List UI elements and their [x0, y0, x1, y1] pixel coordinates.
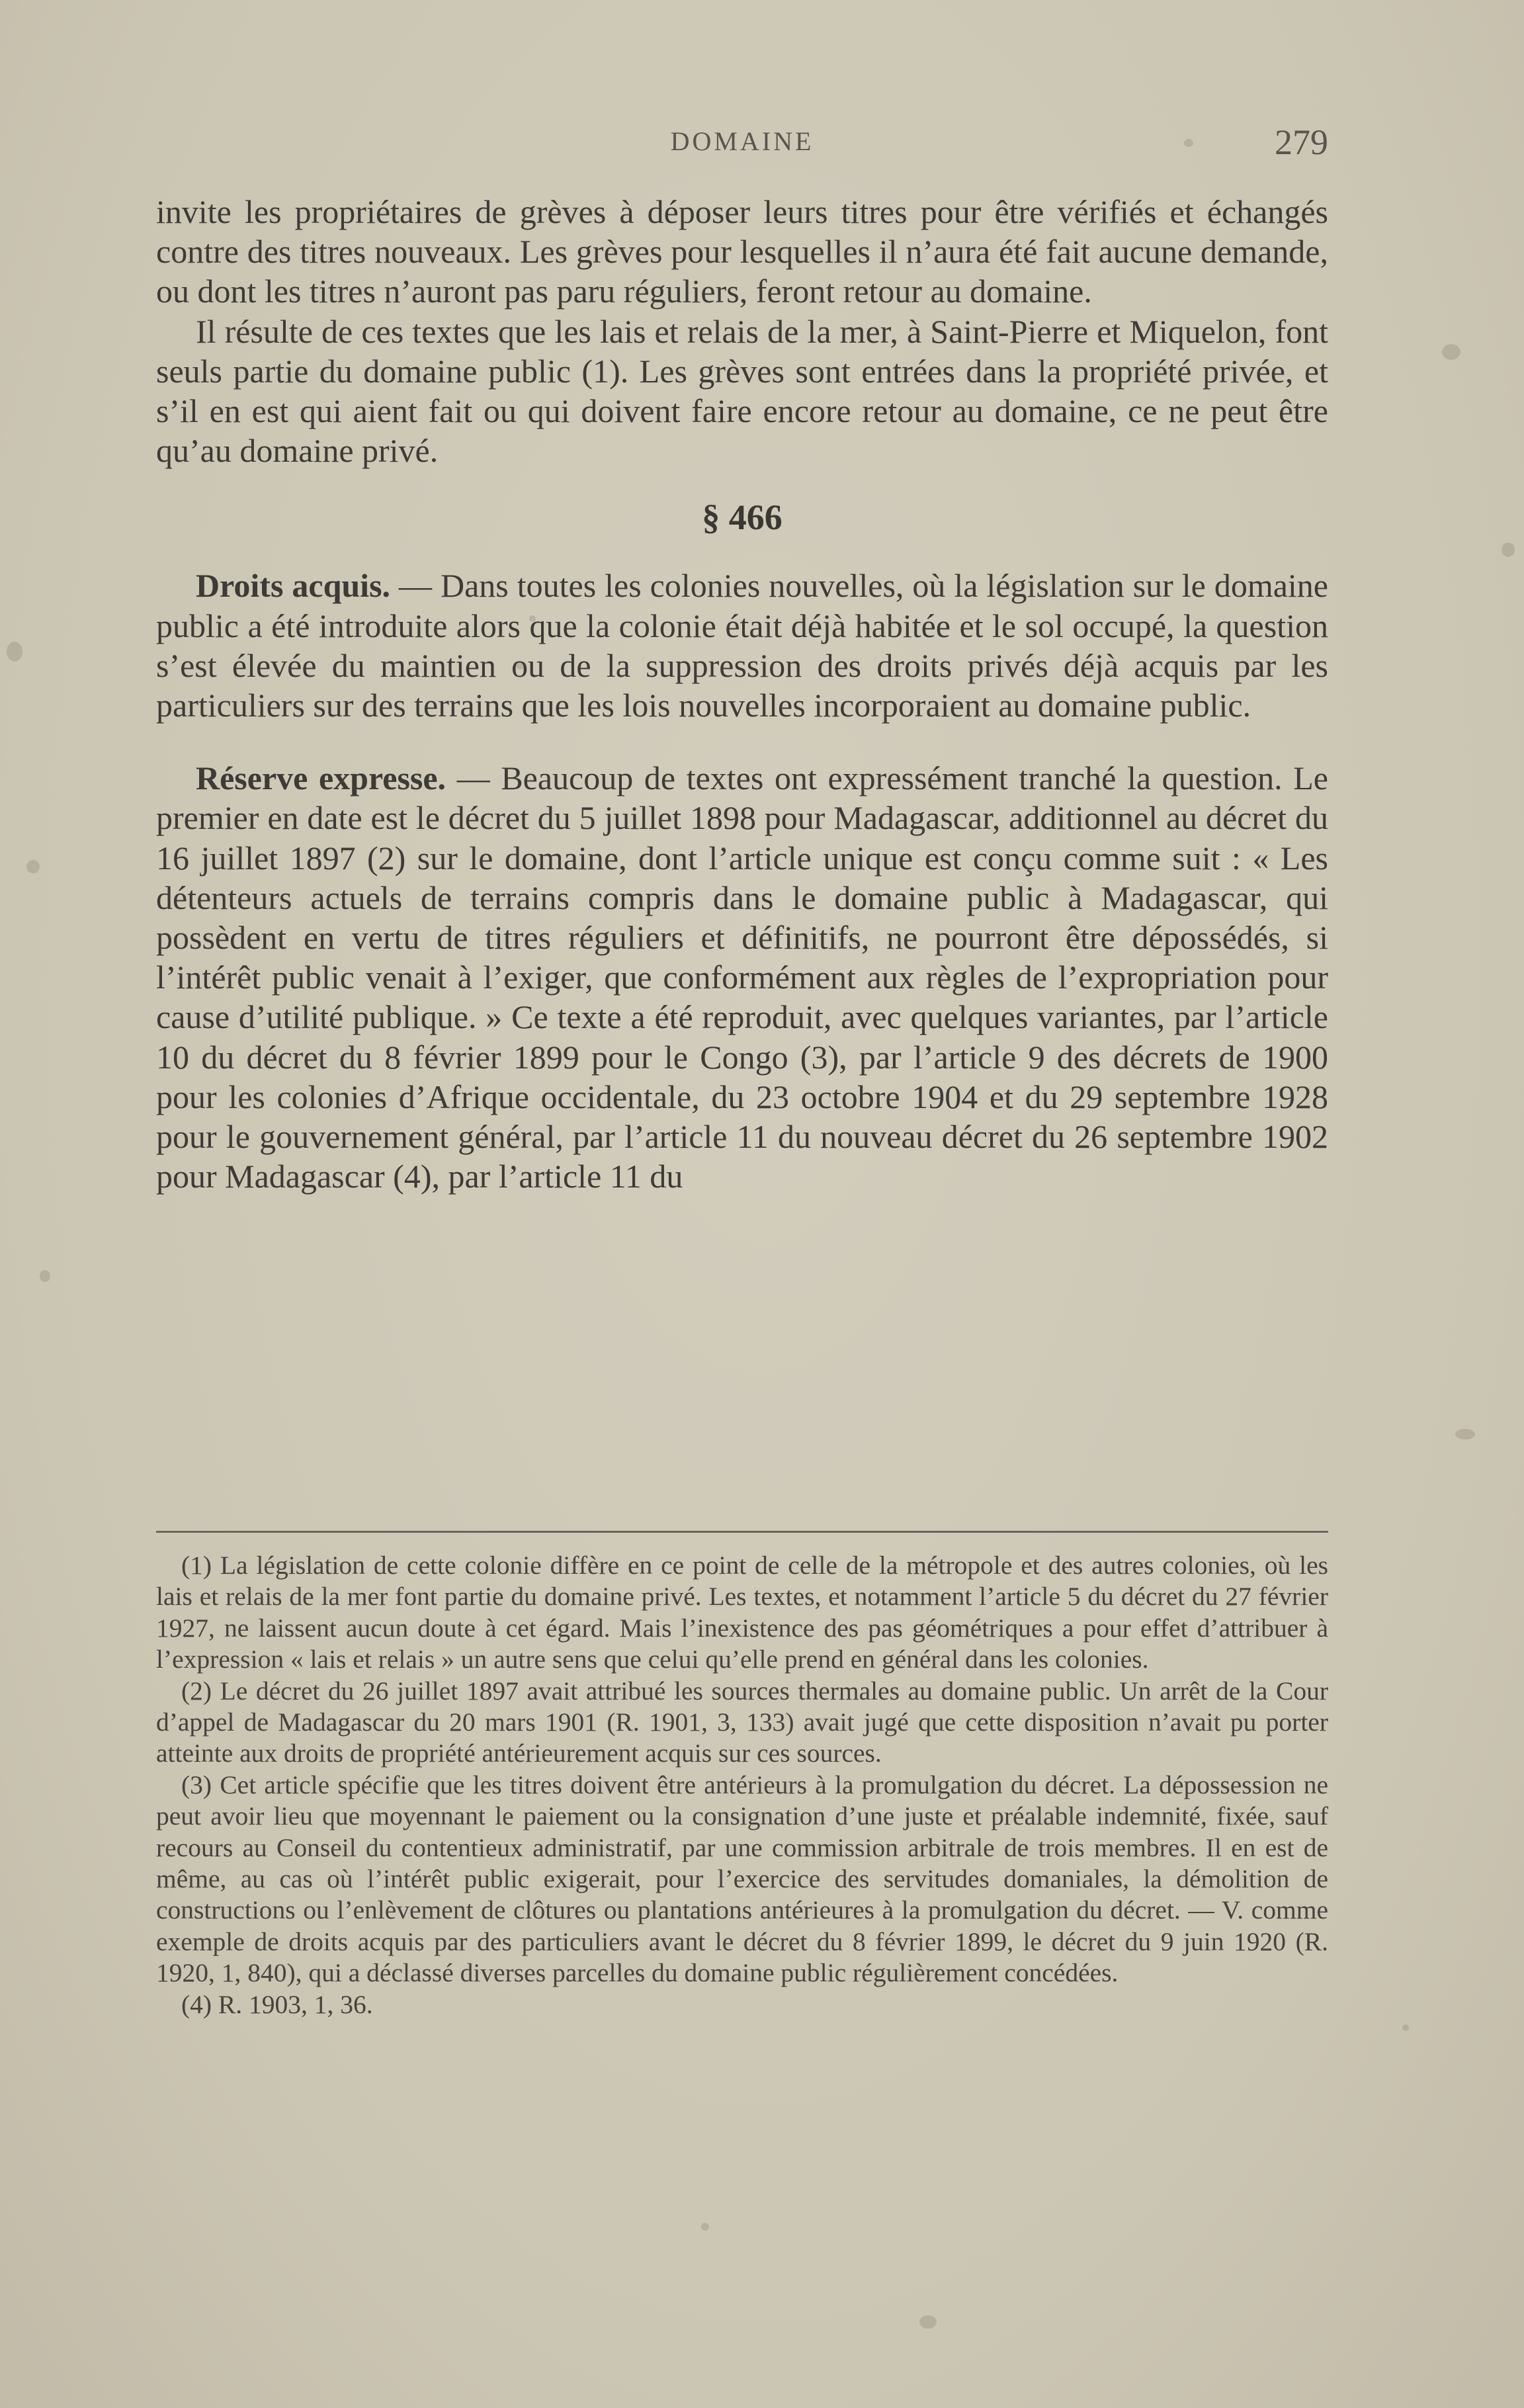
- footnote-1: (1) La législation de cette colonie diffère en ce point de celle de la métropole et des autres colonies, où les lais et relais de la mer font partie du domaine privé. Les textes, et notamment l’article 5 du décret du 27 février 1927, ne laissent aucun doute à cet égard. Mais l’inexistence des pas géométriques a pour effet d’attribuer à l’expression « lais et relais » un autre sens que celui qu’elle prend en général dans les colonies.: [156, 1551, 1328, 1674]
- page-header: [156, 122, 1328, 168]
- paragraph-lead-droits-acquis: Droits acquis.: [196, 567, 391, 605]
- paragraph-continuation: invite les propriétaires de grèves à déposer leurs titres pour être vérifiés et échangés contre des titres nouveaux. Les grèves pour lesquelles il n’aura été fait aucune demande, ou dont les titres n’auront pas paru réguliers, feront retour au domaine.: [156, 193, 1328, 310]
- paper-speck: [40, 1270, 50, 1282]
- paragraph-lead-reserve-expresse: Réserve expresse.: [196, 759, 446, 797]
- paragraph-saint-pierre: Il résulte de ces textes que les lais et relais de la mer, à Saint-Pierre et Miquelon, font seuls partie du domaine public (1). Les grèves sont entrées dans la propriété privée, et s’il en est qui aient fait ou qui doivent faire encore retour au domaine, ce ne peut être qu’au domaine privé.: [156, 312, 1328, 470]
- footnotes: [156, 1550, 1328, 2020]
- footnote-4: (4) R. 1903, 1, 36.: [181, 1989, 373, 2019]
- paper-speck: [26, 860, 40, 873]
- paragraph-text-droits-acquis: — Dans toutes les colonies nouvelles, où la législation sur le domaine public a été introduite alors que la colonie était déjà habitée et le sol occupé, la question s’est élevée du maintien ou de la suppression des droits privés déjà acquis par les particuliers sur des terrains que les lois nouvelles incorporaient au domaine public.: [156, 567, 1329, 724]
- page-number: 279: [1275, 122, 1328, 162]
- running-title: DOMAINE: [670, 126, 814, 156]
- paper-speck: [1442, 344, 1460, 360]
- paragraph-reserve-expresse: [156, 758, 1328, 1196]
- main-text: [156, 192, 1328, 1196]
- footnote-3: (3) Cet article spécifie que les titres doivent être antérieurs à la promulgation du décret. La dépossession ne peut avoir lieu que moyennant le paiement ou la consignation d’une juste et préalable indemnité, fixée, sauf recours au Conseil du contentieux administratif, par une commission arbitrale de trois membres. Il en est de même, au cas où l’intérêt public exigerait, pour l’exercice des servitudes domaniales, la démolition de constructions ou l’enlèvement de clôtures ou plantations antérieures à la promulgation du décret. — V. comme exemple de droits acquis par des particuliers avant le décret du 8 février 1899, le décret du 9 juin 1920 (R. 1920, 1, 840), qui a déclassé diverses parcelles du domaine public régulièrement concédées.: [156, 1770, 1328, 1988]
- paper-speck: [1502, 542, 1515, 557]
- paragraph-text-reserve-expresse: — Beaucoup de textes ont expressément tranché la question. Le premier en date est le décret du 5 juillet 1898 pour Madagascar, additionnel au décret du 16 juillet 1897 (2) sur le domaine, dont l’article unique est conçu comme suit : « Les détenteurs actuels de terrains compris dans le domaine public à Madagascar, qui possèdent en vertu de titres réguliers et définitifs, ne pourront être dépossédés, si l’intérêt public venait à l’exiger, que conformément aux règles de l’expropriation pour cause d’utilité publique. » Ce texte a été reproduit, avec quelques variantes, par l’article 10 du décret du 8 février 1899 pour le Congo (3), par l’article 9 des décrets de 1900 pour les colonies d’Afrique occidentale, du 23 octobre 1904 et du 29 septembre 1928 pour le gouvernement général, par l’article 11 du nouveau décret du 26 septembre 1902 pour Madagascar (4), par l’article 11 du: [156, 759, 1328, 1195]
- footnote-2: (2) Le décret du 26 juillet 1897 avait attribué les sources thermales au domaine public. Un arrêt de la Cour d’appel de Madagascar du 20 mars 1901 (R. 1901, 3, 133) avait jugé que cette disposition n’avait pu porter atteinte aux droits de propriété antérieurement acquis sur ces sources.: [156, 1676, 1328, 1768]
- footnote-rule: [156, 1531, 1328, 1533]
- paragraph-droits-acquis: [156, 566, 1328, 725]
- paper-speck: [701, 2223, 709, 2231]
- paper-speck: [7, 642, 22, 662]
- footnote-separator: [156, 1531, 1328, 1535]
- paper-speck: [1455, 1429, 1475, 1440]
- section-heading: § 466: [702, 497, 783, 538]
- paper-speck: [1402, 2024, 1409, 2031]
- paragraph-gap: [156, 725, 1328, 758]
- paper-speck: [919, 2315, 937, 2329]
